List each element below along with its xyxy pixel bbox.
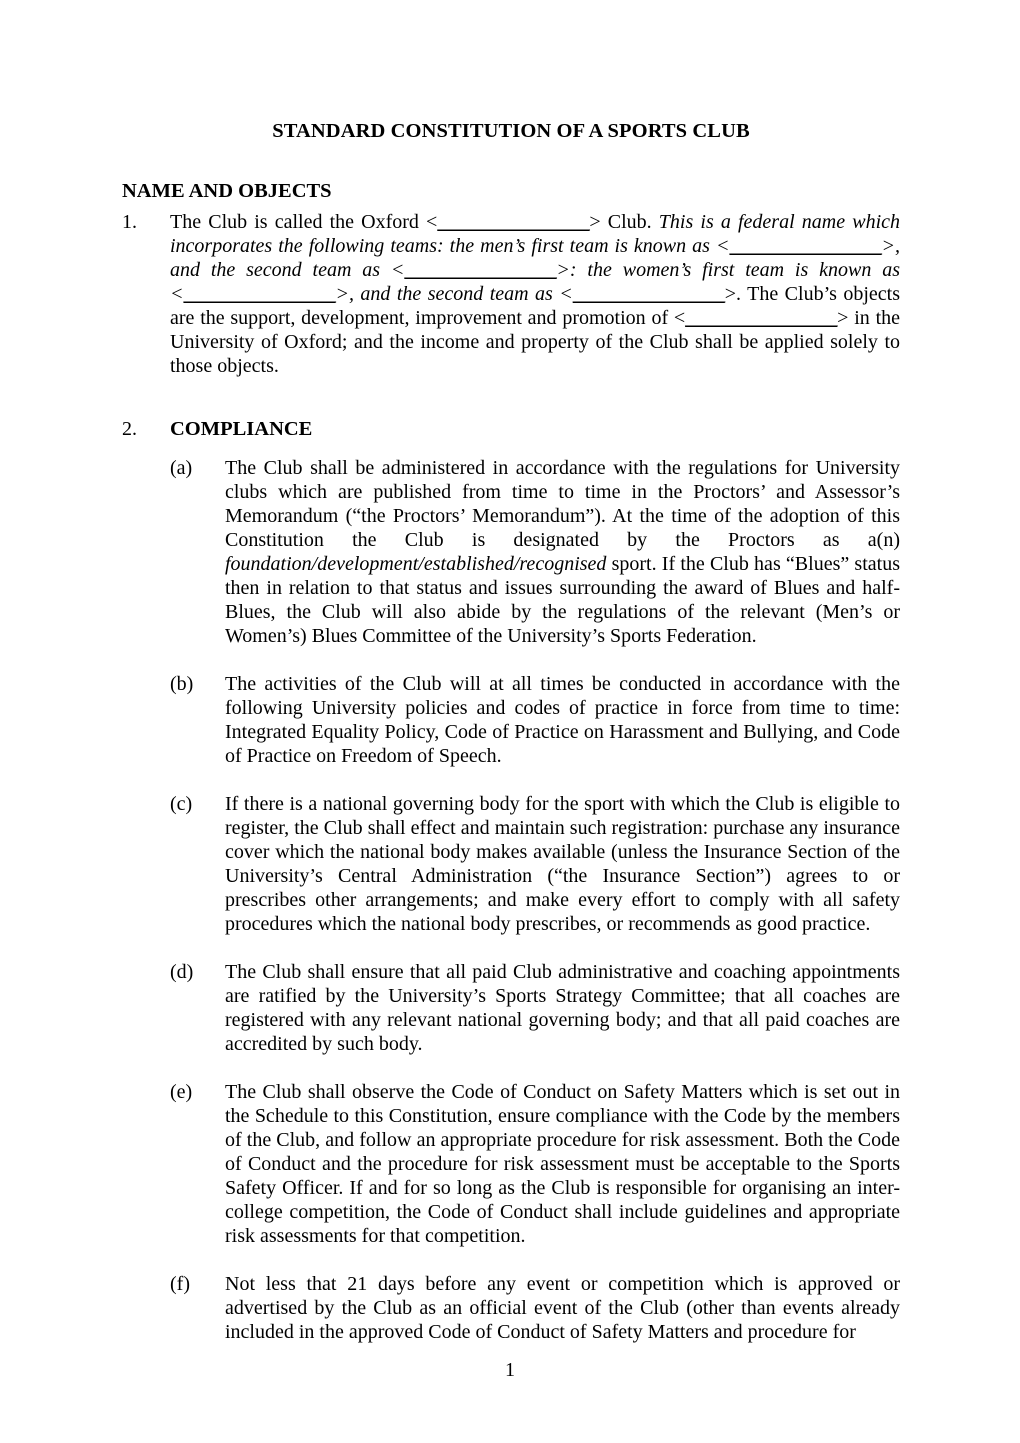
- subclause-b-body: The activities of the Club will at all times be conducted in accordance with the following University policies and codes of practice in force from time to time: Integrated Equality Policy, Code of Practice on Harassment and Bullying, and Code of Practice on Freedom of Speech.: [225, 673, 900, 767]
- spacer: [122, 936, 900, 960]
- page-number: 1: [505, 1359, 515, 1381]
- blank-field-womens-first-team[interactable]: ________________: [183, 283, 336, 305]
- subclause-a-marker: (a): [170, 457, 193, 479]
- page-title: STANDARD CONSTITUTION OF A SPORTS CLUB: [272, 120, 750, 142]
- subclause-f-marker: (f): [170, 1273, 190, 1295]
- subclause-d-marker: (d): [170, 961, 194, 983]
- blank-field-club-name[interactable]: ________________: [437, 211, 590, 233]
- clause-2-heading-row: [122, 416, 900, 442]
- subclause-e: [170, 1080, 900, 1248]
- clause-1-text-part-7: >. The Club’s objects are the support, development, improvement and promotion of <: [170, 283, 901, 329]
- clause-1-text-part-1: The Club is called the Oxford <: [170, 211, 438, 233]
- spacer: [122, 768, 900, 792]
- clause-1-text-part-5: >: the women’s first team is known as <: [170, 259, 900, 305]
- spacer: [122, 648, 900, 672]
- blank-field-womens-second-team[interactable]: ________________: [572, 283, 725, 305]
- blank-field-mens-second-team[interactable]: ________________: [404, 259, 557, 281]
- subclause-b: [170, 672, 900, 768]
- section-heading-name-and-objects: NAME AND OBJECTS: [122, 180, 332, 202]
- blank-field-mens-first-team[interactable]: ________________: [729, 235, 882, 257]
- subclause-c-marker: (c): [170, 793, 193, 815]
- subclause-e-body: The Club shall observe the Code of Conduct on Safety Matters which is set out in the Schedule to this Constitution, ensure compliance with the Code by the members of the Club, and follow an appropriate procedure for risk assessment. Both the Code of Conduct and the procedure for risk assessment must be acceptable to the Sports Safety Officer. If and for so long as the Club is responsible for organising an inter-college competition, the Code of Conduct shall include guidelines and appropriate risk assessments for that competition.: [225, 1081, 900, 1247]
- clause-1: [122, 210, 900, 378]
- clause-2-number: 2.: [122, 418, 137, 440]
- spacer: [122, 1056, 900, 1080]
- subclause-d-body: The Club shall ensure that all paid Club administrative and coaching appointments are ratified by the University’s Sports Strategy Committee; that all coaches are registered with any relevant national governing body; and that all paid coaches are accredited by such body.: [225, 961, 900, 1055]
- spacer: [122, 1248, 900, 1272]
- blank-field-sport-objects[interactable]: ________________: [685, 307, 838, 329]
- spacer: [122, 378, 900, 416]
- clause-1-text-part-2: > Club.: [589, 211, 659, 233]
- clause-1-text-part-8: > in the University of Oxford; and the income and property of the Club shall be applied solely to those objects.: [170, 307, 900, 377]
- clause-1-text-part-6: >, and the second team as <: [335, 283, 573, 305]
- clause-1-text-part-4: >, and the second team as <: [170, 235, 900, 281]
- subclause-a-text-before: The Club shall be administered in accordance with the regulations for University clubs which are published from time to time in the Proctors’ and Assessor’s Memorandum (“the Proctors’ Memorandum”). At the time of the adoption of this Constitution the Club is designated by the Proctors as a(n): [225, 457, 900, 551]
- clause-1-body: [170, 210, 900, 378]
- section-heading-compliance: COMPLIANCE: [170, 418, 313, 440]
- subclause-f: [170, 1272, 900, 1344]
- subclause-e-marker: (e): [170, 1081, 193, 1103]
- subclause-a-designation-options: foundation/development/established/recognised: [225, 553, 607, 575]
- subclause-a-body: [225, 456, 900, 648]
- clause-1-number: 1.: [122, 211, 137, 233]
- subclause-f-body: Not less that 21 days before any event or competition which is approved or advertised by the Club as an official event of the Club (other than events already included in the approved Code of Conduct of Safety Matters and procedure for: [225, 1273, 900, 1343]
- subclause-c-body: If there is a national governing body for the sport with which the Club is eligible to register, the Club shall effect and maintain such registration: purchase any insurance cover which the national body makes available (unless the Insurance Section of the University’s Central Administration (“the Insurance Section”) agrees to or prescribes other arrangements; and make every effort to comply with all safety procedures which the national body prescribes, or recommends as good practice.: [225, 793, 900, 935]
- spacer: [122, 442, 900, 456]
- clause-1-text-part-3: This is a federal name which incorporates the following teams: the men’s first team is known as <: [170, 211, 900, 257]
- subclause-b-marker: (b): [170, 673, 194, 695]
- subclause-d: [170, 960, 900, 1056]
- subclause-a-text-after: sport. If the Club has “Blues” status then in relation to that status and issues surrounding the award of Blues and half-Blues, the Club will also abide by the regulations of the relevant (Men’s or Women’s) Blues Committee of the University’s Sports Federation.: [225, 553, 900, 647]
- subclause-c: [170, 792, 900, 936]
- document-content: [122, 118, 900, 1344]
- subclause-a: [170, 456, 900, 648]
